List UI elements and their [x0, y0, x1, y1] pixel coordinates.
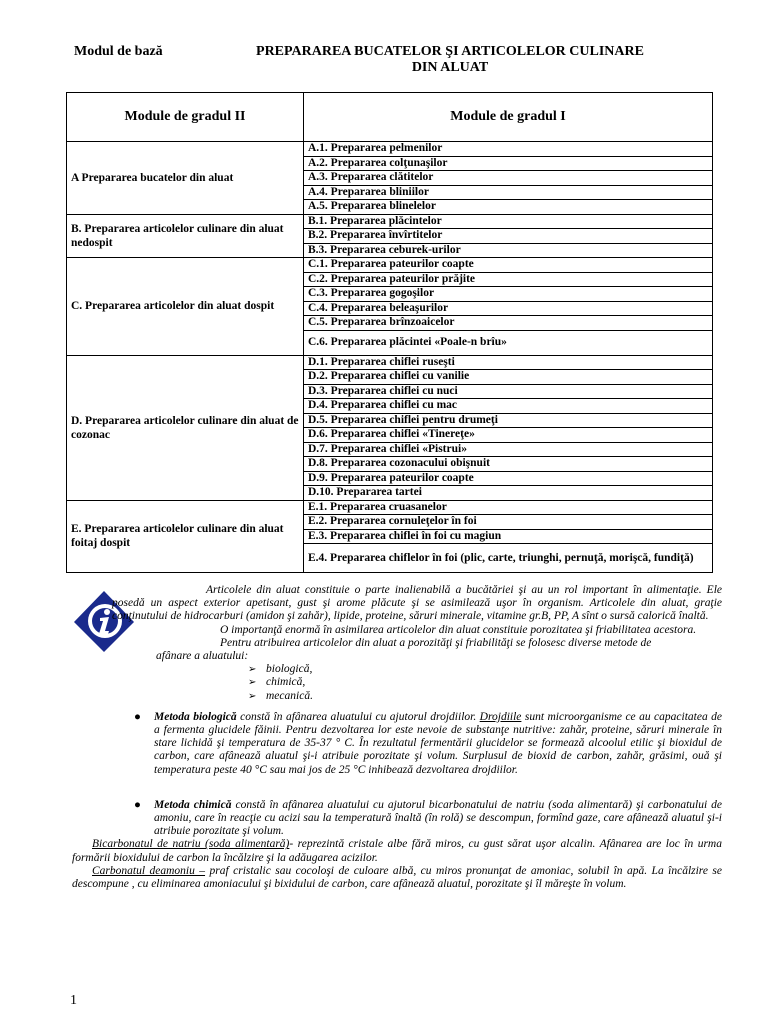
body-text [72, 584, 723, 891]
module-item: E.2. Prepararea cornuleţelor în foi [304, 515, 713, 530]
module-item: D.8. Prepararea cozonacului obişnuit [304, 457, 713, 472]
page-number: 1 [70, 993, 77, 1008]
group-a: A Prepararea bucatelor din aluat [67, 142, 304, 215]
table-row [67, 258, 713, 273]
biological-method [112, 711, 722, 777]
table-row [67, 355, 713, 370]
paragraph-intro: Articolele din aluat constituie o parte inalienabilă a bucătăriei şi au un rol important în alimentaţie. Ele posedă un aspect exterior apetisant, gust şi arome plăcute şi se asimilează uşor în organism. Articolele din aluat, graţie conţinutului de hidrocarburi (amidon şi zahăr), lipide, proteine, săruri minerale, vitamine gr.B, PP, A sînt o sursă calorică înaltă. [112, 584, 722, 623]
group-b: B. Prepararea articolelor culinare din aluat nedospit [67, 214, 304, 258]
group-e: E. Prepararea articolelor culinare din aluat foitaj dospit [67, 500, 304, 573]
bio-title: Metoda biologică [154, 710, 237, 723]
module-item: B.2. Prepararea învîrtitelor [304, 229, 713, 244]
module-item: D.10. Prepararea tartei [304, 486, 713, 501]
methods-list [112, 663, 722, 703]
carb-text: praf cristalic sau cocoloşi de culoare albă, cu miros pronunţat de amoniac, solubil în apă. La încălzire se descompune , cu eliminarea amoniacului şi bixidului de carbon, care afânează aluatul, porozitate şi îl măreşte în volum. [72, 864, 722, 891]
bullet-icon: ● [134, 798, 141, 811]
paragraph-importance: O importanţă enormă în asimilarea articolelor din aluat constituie porozitatea şi friabilitatea acestora. [220, 623, 697, 636]
group-d: D. Prepararea articolelor culinare din aluat de cozonac [67, 355, 304, 500]
bio-text-b: sunt microorganisme ce au capacitatea de a fermenta glucidele făinii. Pentru dezvoltarea lor este nevoie de substanţe nutritive: zahăr, proteine, săruri minerale în stare lichidă şi temperatura de 35-37 ° C. În rezultatul fermentării glucidelor se formează alcoolul etilic şi bioxidul de carbon, care afânează aluatul şi-i atribuie porozitate şi volum. Surplusul de bioxid de carbon, zahăr, grăsimi, ouă şi temperatura peste 40 °C sau mai jos de 25 °C inhibează dezvoltarea drojdiilor. [154, 710, 722, 776]
module-item: B.1. Prepararea plăcintelor [304, 214, 713, 229]
module-item: C.2. Prepararea pateurilor prăjite [304, 272, 713, 287]
bio-text-a: constă în afânarea aluatului cu ajutorul drojdiilor. [236, 710, 480, 723]
document-title [200, 44, 700, 76]
module-item: A.3. Prepararea clătitelor [304, 171, 713, 186]
col-grade-2-header: Module de gradul II [67, 93, 304, 142]
module-item: C.6. Prepararea plăcintei «Poale-n brîu» [304, 330, 713, 355]
module-item: A.2. Prepararea colţunaşilor [304, 156, 713, 171]
table-row [67, 142, 713, 157]
list-item: ➢ mecanică. [248, 690, 722, 703]
module-item: D.6. Prepararea chiflei «Tinereţe» [304, 428, 713, 443]
module-item: D.7. Prepararea chiflei «Pistrui» [304, 442, 713, 457]
module-item: D.9. Prepararea pateurilor coapte [304, 471, 713, 486]
table-row [67, 500, 713, 515]
group-c: C. Prepararea articolelor din aluat dospit [67, 258, 304, 356]
list-item: ➢ chimică, [248, 676, 722, 689]
chem-title: Metoda chimică [154, 798, 232, 811]
bio-term: Drojdiile [479, 710, 522, 723]
module-item: A.1. Prepararea pelmenilor [304, 142, 713, 157]
module-item: E.3. Prepararea chiflei în foi cu magiun [304, 529, 713, 544]
bicarbonate-paragraph [72, 838, 722, 864]
bicarb-text: - reprezintă cristale albe fără miros, cu gust sărat uşor alcalin. Afânarea are loc în urma formării bioxidului de carbon la încălzire şi la adăugarea acizilor. [72, 838, 722, 864]
title-line-2: DIN ALUAT [411, 60, 489, 75]
module-item: C.4. Prepararea beleaşurilor [304, 301, 713, 316]
chem-text: constă în afânarea aluatului cu ajutorul bicarbonatului de natriu (soda alimentară) şi carbonatului de amoniu, care în reacţie cu acizi sau la temperatură înaltă (în rolă) se descompun, formînd gaze, care afânează aluatul şi-i atribuie porozitate şi volum. [154, 798, 723, 838]
module-item: D.3. Prepararea chiflei cu nuci [304, 384, 713, 399]
module-label: Modul de bază [74, 44, 163, 59]
bicarb-term: Bicarbonatul de natriu (soda alimentară) [92, 838, 290, 851]
module-item: C.5. Prepararea brînzoaicelor [304, 316, 713, 331]
carb-term: Carbonatul deamoniu – [92, 864, 206, 877]
paragraph-methods-intro-end: afânare a aluatului: [156, 650, 249, 663]
chemical-method [112, 799, 722, 839]
module-item: B.3. Prepararea ceburek-urilor [304, 243, 713, 258]
table-row [67, 214, 713, 229]
list-item: ➢ biologică, [248, 663, 722, 676]
table-header-row [67, 93, 713, 142]
carbonate-paragraph [72, 865, 722, 891]
paragraph-methods-intro: Pentru atribuirea articolelor din aluat a porozităţi şi friabilităţi se folosesc diverse metode de [220, 636, 652, 649]
module-item: D.1. Prepararea chiflei ruseşti [304, 355, 713, 370]
module-item: C.3. Prepararea gogoşilor [304, 287, 713, 302]
module-item: E.1. Prepararea cruasanelor [304, 500, 713, 515]
title-line-1: PREPARAREA BUCATELOR ŞI ARTICOLELOR CULINARE [256, 44, 644, 59]
module-item: D.5. Prepararea chiflei pentru drumeţi [304, 413, 713, 428]
col-grade-1-header: Module de gradul I [304, 93, 713, 142]
module-item: A.4. Prepararea bliniilor [304, 185, 713, 200]
module-item: E.4. Prepararea chiflelor în foi (plic, carte, triunghi, pernuţă, morişcă, fundiţă) [304, 544, 713, 573]
module-item: A.5. Prepararea blinelelor [304, 200, 713, 215]
module-item: D.4. Prepararea chiflei cu mac [304, 399, 713, 414]
bullet-icon: ● [134, 710, 141, 723]
module-item: D.2. Prepararea chiflei cu vanilie [304, 370, 713, 385]
modules-table [66, 92, 713, 573]
module-item: C.1. Prepararea pateurilor coapte [304, 258, 713, 273]
